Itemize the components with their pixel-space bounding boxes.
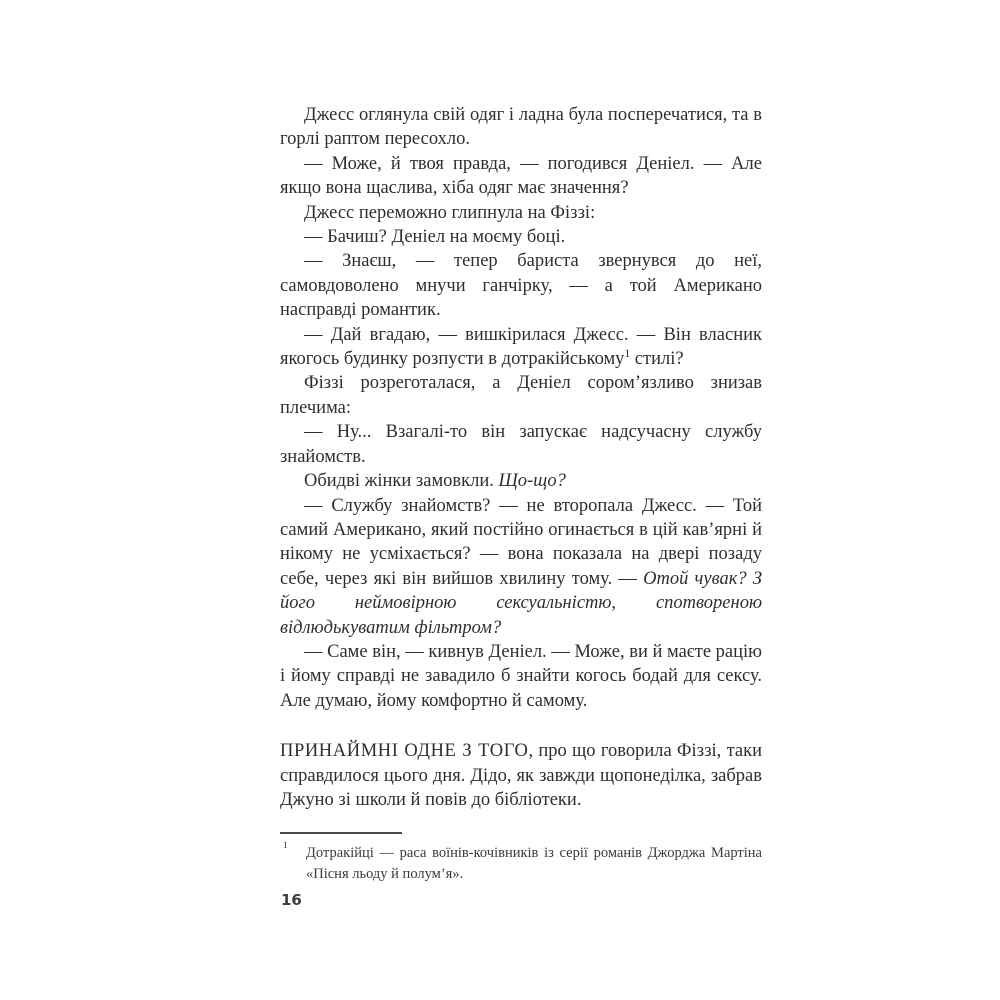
paragraph — [280, 201, 762, 225]
paragraph — [280, 323, 762, 372]
paragraph — [280, 103, 762, 152]
paragraph — [280, 225, 762, 249]
footnote-separator — [280, 832, 402, 834]
text-segment: ПРИНАЙМНІ ОДНЕ З ТОГО — [280, 741, 529, 762]
text-segment: — Знаєш, — тепер бариста звернувся до неї, самовдоволено мнучи ганчірку, — а той Американо насправді романтик. — [280, 251, 762, 321]
text-segment: — Бачиш? Деніел на моєму боці. — [304, 227, 566, 248]
text-segment: — Службу знайомств? — не второпала Джесс. — Той самий Американо, який постійно огинається в цій кав’ярні й нікому не усміхається? — вона показала на двері позаду себе, через які він вийшов хвилину тому. — — [280, 495, 762, 589]
paragraph — [280, 494, 762, 640]
paragraph — [280, 371, 762, 420]
text-segment: — Дай вгадаю, — вишкірилася Джесс. — Він власник якогось будинку розпусти в дотракійському — [280, 324, 762, 370]
paragraph — [280, 640, 762, 713]
footnote-area — [280, 832, 762, 885]
page-text — [280, 103, 762, 812]
page-number: 16 — [281, 891, 302, 909]
text-segment: стилі? — [630, 349, 684, 370]
footnote-reference: 1 — [624, 347, 631, 360]
paragraph — [280, 420, 762, 469]
paragraph — [280, 152, 762, 201]
text-segment: — Може, й твоя правда, — погодився Деніел. — Але якщо вона щаслива, хіба одяг має значення? — [280, 153, 762, 199]
text-segment: , про що говорила Фіззі, таки справдилося цього дня. Дідо, як завжди щопонеділка, забрав Джуно зі школи й повів до бібліотеки. — [280, 741, 762, 810]
text-segment: Джесс переможно глипнула на Фіззі: — [304, 202, 596, 223]
text-segment: Обидві жінки замовкли. — [304, 471, 499, 492]
text-segment: — Ну... Взагалі-то він запускає надсучасну службу знайомств. — [280, 422, 762, 467]
paragraph — [280, 249, 762, 322]
text-segment: — Саме він, — кивнув Деніел. — Може, ви й маєте рацію і йому справді не завадило б знайти когось бодай для сексу. Але думаю, йому комфортно й самому. — [280, 641, 762, 711]
text-segment: Отой чувак? З його неймовірною сексуальністю, спотвореною відлюдькуватим фільтром? — [280, 568, 762, 638]
footnote: 1 Дотракійці — раса воїнів-кочівників із серії романів Джорджа Мартіна «Пісня льоду й полум’я». — [283, 840, 762, 882]
section-start-paragraph — [280, 739, 762, 812]
text-segment: Джесс оглянула свій одяг і ладна була посперечатися, та в горлі раптом пересохло. — [280, 105, 762, 150]
paragraph — [280, 469, 762, 493]
text-segment: Фіззі розреготалася, а Деніел сором’язливо знизав плечима: — [280, 373, 762, 418]
footnote-text: Дотракійці — раса воїнів-кочівників із серії романів Джорджа Мартіна «Пісня льоду й полум’я». — [306, 844, 762, 882]
text-segment: Що-що? — [498, 471, 566, 492]
